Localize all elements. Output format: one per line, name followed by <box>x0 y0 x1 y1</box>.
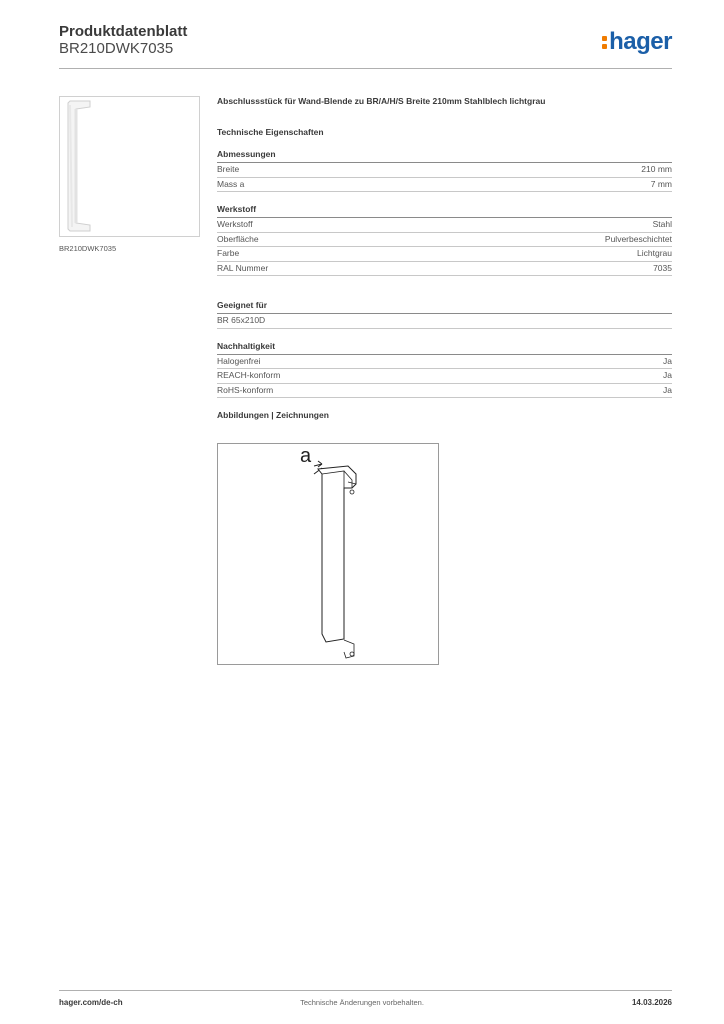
section-material <box>217 204 672 276</box>
spec-label: Mass a <box>217 178 245 189</box>
spec-row <box>217 384 672 399</box>
figures-title: Abbildungen | Zeichnungen <box>217 410 329 420</box>
hager-logo <box>602 28 672 56</box>
spec-row <box>217 163 672 178</box>
footer-date: 14.03.2026 <box>631 998 672 1007</box>
spec-label: RAL Nummer <box>217 262 269 273</box>
product-image <box>59 96 200 237</box>
spec-row <box>217 178 672 193</box>
spec-label: RoHS-konform <box>217 384 274 395</box>
spec-row <box>217 369 672 384</box>
spec-label: Werkstoff <box>217 219 253 229</box>
spec-value: 7035 <box>653 262 672 273</box>
image-caption: BR210DWK7035 <box>59 244 117 253</box>
spec-value: 7 mm <box>650 178 672 189</box>
header-divider <box>59 68 672 69</box>
spec-label: BR 65x210D <box>217 315 266 325</box>
spec-label: Oberfläche <box>217 233 259 244</box>
spec-row <box>217 262 672 277</box>
spec-value: Stahl <box>652 219 672 229</box>
spec-row <box>217 314 672 329</box>
footer-url: hager.com/de-ch <box>59 998 123 1007</box>
spec-value: Ja <box>663 355 672 366</box>
section-sustainability <box>217 341 672 399</box>
spec-row <box>217 355 672 370</box>
spec-label: Farbe <box>217 248 240 258</box>
tech-heading: Technische Eigenschaften <box>217 127 324 137</box>
document-title: Produktdatenblatt <box>59 23 188 40</box>
section-title: Geeignet für <box>217 300 672 314</box>
spec-row <box>217 247 672 262</box>
product-thumbnail-icon <box>60 97 199 236</box>
logo-dots-icon <box>602 36 607 49</box>
spec-label: REACH-konform <box>217 370 281 380</box>
section-title: Nachhaltigkeit <box>217 341 672 355</box>
spec-value: 210 mm <box>641 164 672 174</box>
spec-row <box>217 233 672 248</box>
logo-text: hager <box>609 28 672 55</box>
article-number: BR210DWK7035 <box>59 40 174 57</box>
section-title: Abmessungen <box>217 149 672 163</box>
spec-row <box>217 218 672 233</box>
spec-content <box>217 96 672 420</box>
spec-value: Lichtgrau <box>637 248 672 258</box>
footer-divider <box>59 990 672 991</box>
section-title: Werkstoff <box>217 204 672 218</box>
footer-note: Technische Änderungen vorbehalten. <box>300 998 424 1007</box>
product-description: Abschlussstück für Wand-Blende zu BR/A/H/S Breite 210mm Stahlblech lichtgrau <box>217 96 546 106</box>
technical-drawing <box>217 443 439 665</box>
section-suitable-for <box>217 300 672 329</box>
spec-label: Breite <box>217 164 240 174</box>
end-piece-drawing-icon <box>218 444 438 664</box>
spec-label: Halogenfrei <box>217 355 261 366</box>
dimension-label: a <box>300 445 312 467</box>
spec-value: Ja <box>663 370 672 380</box>
spec-value: Ja <box>663 384 672 395</box>
section-dimensions <box>217 149 672 192</box>
spec-value: Pulverbeschichtet <box>604 233 672 244</box>
